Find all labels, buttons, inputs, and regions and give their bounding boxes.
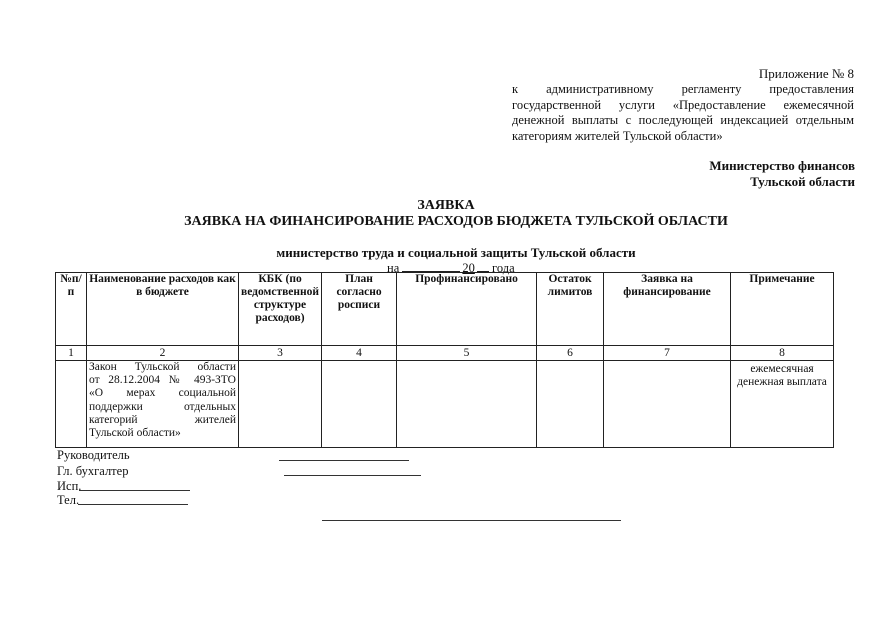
date-year: 20 <box>462 261 475 275</box>
law-line: «О мерах социальной <box>89 387 236 400</box>
header-kbk: КБК (по ведомственной структуре расходов) <box>239 273 322 346</box>
column-number: 2 <box>87 346 239 361</box>
header-note: Примечание <box>731 273 834 346</box>
law-line: категорий жителей <box>89 413 236 426</box>
row-number-cell <box>56 361 87 448</box>
header-request: Заявка на финансирование <box>604 273 731 346</box>
financed-cell <box>397 361 537 448</box>
phone-line <box>78 504 188 505</box>
signature-accountant-line <box>284 475 421 476</box>
appendix-text: к административному регламенту предоставления государственной услуги «Предоставление ежемесячной денежной выплаты с последующей индексацией отдельным категориям жителей Тульской области» <box>512 82 854 143</box>
header-number: №п/п <box>56 273 87 346</box>
plan-cell <box>322 361 397 448</box>
phone-label: Тел. <box>57 493 80 507</box>
table-header-row <box>56 273 834 346</box>
note-cell: ежемесячная денежная выплата <box>731 361 834 448</box>
date-blank <box>402 260 460 272</box>
signature-accountant-label: Гл. бухгалтер <box>57 464 129 478</box>
signature-head-line <box>279 460 409 461</box>
kbk-cell <box>239 361 322 448</box>
column-number: 6 <box>537 346 604 361</box>
table-row <box>56 361 834 448</box>
law-cell <box>87 361 239 448</box>
addressee-line-1: Министерство финансов <box>709 158 855 173</box>
appendix-title: Приложение № 8 <box>758 66 854 81</box>
column-number: 8 <box>731 346 834 361</box>
addressee-line-2: Тульской области <box>750 174 855 189</box>
law-line: Закон Тульской области <box>89 361 236 373</box>
law-line: поддержки отдельных <box>89 400 236 413</box>
column-number-row <box>56 346 834 361</box>
column-number: 5 <box>397 346 537 361</box>
column-number: 3 <box>239 346 322 361</box>
header-remaining: Остаток лимитов <box>537 273 604 346</box>
executor-line <box>79 490 190 491</box>
financing-table <box>55 272 834 448</box>
date-suffix: года <box>492 261 515 275</box>
signature-head-label: Руководитель <box>57 448 130 462</box>
column-number: 4 <box>322 346 397 361</box>
ministry-name: министерство труда и социальной защиты Тульской области <box>276 245 636 260</box>
header-plan: План согласно росписи <box>322 273 397 346</box>
executor-label: Исп. <box>57 479 82 493</box>
header-expense-name: Наименование расходов как в бюджете <box>87 273 239 346</box>
addressee <box>560 158 855 190</box>
column-number: 7 <box>604 346 731 361</box>
header-financed: Профинансировано <box>397 273 537 346</box>
law-line: Тульской области» <box>89 427 181 440</box>
document-subtitle: ЗАЯВКА НА ФИНАНСИРОВАНИЕ РАСХОДОВ БЮДЖЕТА ТУЛЬСКОЙ ОБЛАСТИ <box>184 214 728 229</box>
bottom-line <box>322 520 621 521</box>
request-cell <box>604 361 731 448</box>
document-title: ЗАЯВКА <box>417 198 475 213</box>
year-blank <box>477 260 489 272</box>
remaining-cell <box>537 361 604 448</box>
date-prefix: на <box>387 261 400 275</box>
column-number: 1 <box>56 346 87 361</box>
law-line: от 28.12.2004 № 493-ЗТО <box>89 374 236 387</box>
